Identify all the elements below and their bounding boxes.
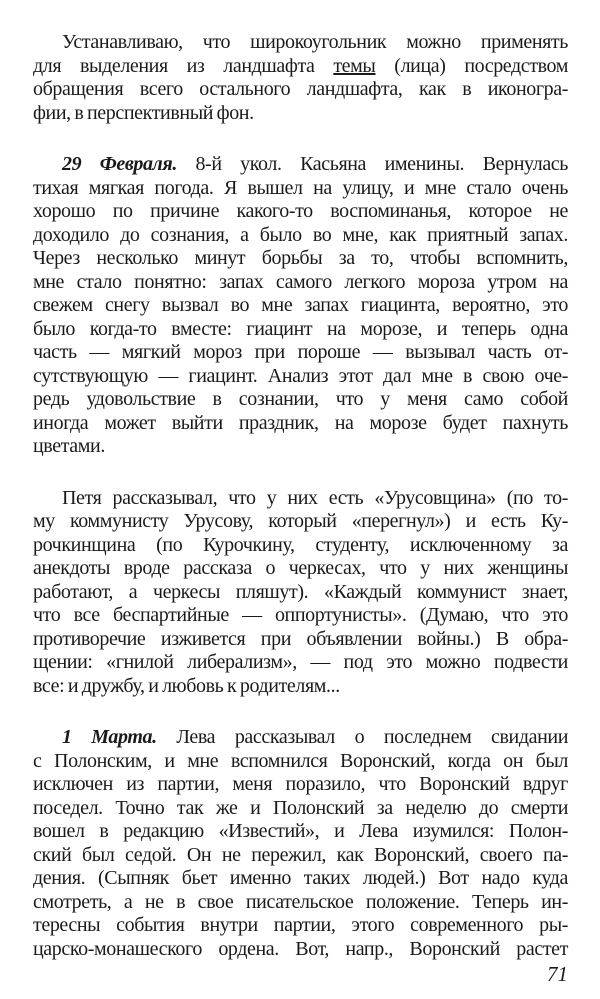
text-segment: ский был седой. Он не пережил, как Воронский, своего па- xyxy=(33,843,568,866)
text-line xyxy=(33,675,568,699)
text-segment: Петя рассказывал, что у них есть «Урусовщина» (по то- xyxy=(62,486,568,509)
text-segment: царско-монашеского ордена. Вот, напр., Воронский растет xyxy=(33,937,568,960)
text-segment: для выделения из ландшафта xyxy=(33,54,334,77)
text-line xyxy=(33,867,568,891)
paragraph-petya-story xyxy=(33,487,568,699)
text-line xyxy=(33,726,568,750)
text-segment: тихая мягкая погода. Я вышел на улицу, и мне стало очень xyxy=(33,176,568,199)
text-line xyxy=(33,557,568,581)
text-line xyxy=(33,153,568,177)
text-segment: противоречие изживется при объявлении войны.) В обра- xyxy=(33,627,568,650)
text-line xyxy=(33,844,568,868)
diary-entry-feb-29 xyxy=(33,153,568,459)
text-segment: Устанавливаю, что широкоугольник можно применять xyxy=(62,31,568,53)
text-segment: анекдоты вроде рассказа о черкесах, что у них женщины xyxy=(33,557,568,579)
text-line xyxy=(33,102,568,126)
text-line xyxy=(33,628,568,652)
text-segment: цветами. xyxy=(33,435,105,457)
text-segment: хорошо по причине какого-то воспоминанья, которое не xyxy=(33,200,568,222)
text-line xyxy=(33,581,568,605)
text-segment: Через несколько минут борьбы за то, чтобы вспомнить, xyxy=(33,247,568,269)
text-line xyxy=(33,365,568,389)
text-segment: свежем снегу вызвал во мне запах гиацинта, вероятно, это xyxy=(33,294,568,316)
text-segment: было когда-то вместе: гиацинт на морозе, и теперь одна xyxy=(33,317,568,340)
text-segment: обращения всего остального ландшафта, как в иконогра- xyxy=(33,78,568,100)
text-segment: с Полонским, и мне вспомнился Воронский, когда он был xyxy=(33,749,568,772)
text-segment: тересны события внутри партии, этого современного ры- xyxy=(33,914,568,936)
text-segment: (лица) посредством xyxy=(375,54,568,77)
text-line xyxy=(33,797,568,821)
diary-entry-mar-1 xyxy=(33,726,568,961)
text-segment: поседел. Точно так же и Полонский за неделю до смерти xyxy=(33,796,568,819)
text-line xyxy=(33,247,568,271)
text-segment: часть — мягкий мороз при пороше — вызывал часть от- xyxy=(33,341,568,363)
text-segment: сутствующую — гиацинт. Анализ этот дал мне в свою оче- xyxy=(33,364,568,387)
text-segment: все: и дружбу, и любовь к родителям... xyxy=(33,674,340,697)
text-segment: исключен из партии, меня поразило, что Воронский вдруг xyxy=(33,773,568,795)
text-line xyxy=(33,412,568,436)
page-body xyxy=(33,31,568,989)
text-line xyxy=(33,750,568,774)
text-segment: фии, в перспективный фон. xyxy=(33,101,254,124)
text-segment: вошел в редакцию «Известий», и Лева изумился: Полон- xyxy=(33,820,568,842)
text-segment: редь удовольствие в сознании, что у меня само собой xyxy=(33,388,568,410)
paragraph-widescreen-note xyxy=(33,31,568,125)
text-segment: иногда может выйти праздник, на морозе будет пахнуть xyxy=(33,411,568,434)
text-segment: дения. (Сыпняк бьет именно таких людей.) Вот надо куда xyxy=(33,867,568,889)
text-line xyxy=(33,820,568,844)
text-line xyxy=(33,435,568,459)
text-line xyxy=(33,341,568,365)
text-line xyxy=(33,510,568,534)
page-number: 71 xyxy=(547,962,568,986)
text-segment: работают, а черкесы пляшут). «Каждый коммунист знает, xyxy=(33,580,568,603)
text-line xyxy=(33,31,568,55)
text-segment: му коммунисту Урусову, который «перегнул») и есть Ку- xyxy=(33,510,568,532)
text-segment: 8-й укол. Касьяна именины. Вернулась xyxy=(176,153,568,175)
text-line xyxy=(33,651,568,675)
entry-date: 29 Февраля. xyxy=(62,153,177,175)
text-segment: рочкинщина (по Курочкину, студенту, исключенному за xyxy=(33,533,568,556)
entry-date: 1 Марта. xyxy=(62,726,157,748)
text-line xyxy=(33,534,568,558)
text-line xyxy=(33,177,568,201)
text-line xyxy=(33,200,568,224)
text-line xyxy=(33,938,568,962)
text-line xyxy=(33,487,568,511)
text-segment: мне стало понятно: запах самого легкого мороза утром на xyxy=(33,270,568,293)
underlined-word: темы xyxy=(333,54,376,77)
text-segment: что все беспартийные — оппортунисты». (Думаю, что это xyxy=(33,604,568,626)
text-line xyxy=(33,604,568,628)
text-segment: щении: «гнилой либерализм», — под это можно подвести xyxy=(33,651,568,673)
text-line xyxy=(33,318,568,342)
text-segment: Лева рассказывал о последнем свидании xyxy=(156,726,569,748)
text-line xyxy=(33,388,568,412)
text-line xyxy=(33,55,568,79)
text-line xyxy=(33,224,568,248)
text-line xyxy=(33,78,568,102)
text-segment: доходило до сознания, а было во мне, как приятный запах. xyxy=(33,223,568,246)
text-line xyxy=(33,294,568,318)
text-line xyxy=(33,914,568,938)
text-segment: смотреть, а не в свое писательское положение. Теперь ин- xyxy=(33,890,568,913)
text-line xyxy=(33,271,568,295)
text-line xyxy=(33,891,568,915)
text-line xyxy=(33,773,568,797)
